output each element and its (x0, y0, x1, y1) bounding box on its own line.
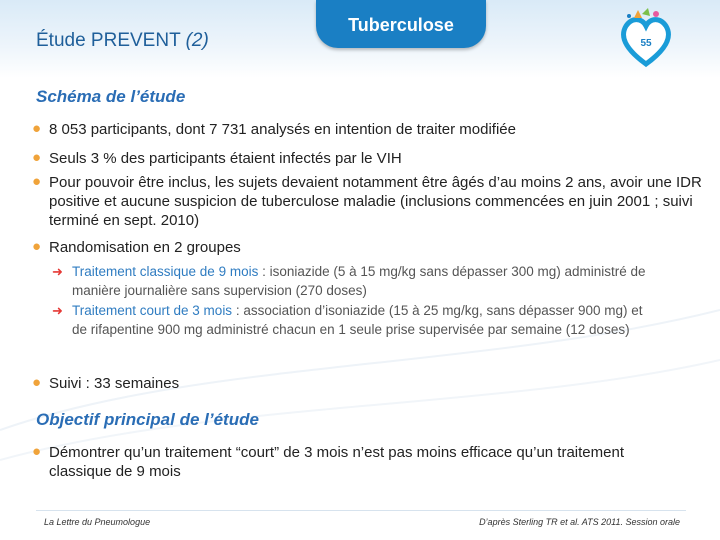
bullet-dot-icon: ● (32, 149, 42, 166)
topic-tab-label: Tuberculose (348, 15, 454, 35)
slide-title: Étude PREVENT (2) (36, 30, 209, 51)
group-short-label: Traitement court de 3 mois (72, 303, 233, 318)
heart-logo-icon (614, 8, 678, 72)
bullet-inclusion: ● Pour pouvoir être inclus, les sujets devaient notamment être âgés d’au moins 2 ans, avoir une IDR positive et aucune suspicion de tuberculose maladie (inclusions commencées en juin 2001 ; suivi terminé en sept. 2010) (32, 173, 702, 229)
footer-source: D’après Sterling TR et al. ATS 2011. Session orale (479, 517, 680, 527)
group-classic (52, 262, 694, 300)
footer-journal: La Lettre du Pneumologue (44, 517, 151, 527)
bullet-dot-icon: ● (32, 443, 42, 460)
schema-heading: Schéma de l’étude (36, 87, 186, 106)
footer-divider (36, 510, 686, 511)
arrow-right-icon: ➜ (52, 303, 63, 318)
bullet-participants: ● 8 053 participants, dont 7 731 analysés en intention de traiter modifiée (32, 120, 516, 138)
bullet-dot-icon: ● (32, 173, 42, 190)
group-short (52, 301, 652, 339)
bullet-followup: ● Suivi : 33 semaines (32, 374, 180, 392)
bullet-dot-icon: ● (32, 120, 42, 137)
bullet-dot-icon: ● (32, 238, 42, 255)
objective-heading: Objectif principal de l’étude (36, 410, 259, 429)
group-short-detail: : association d’isoniazide (15 à 25 mg/kg, sans dépasser 900 mg) et de rifapentine 900 mg administré chacun en 1 seule prise supervisée par semaine (12 doses) (72, 303, 643, 337)
group-classic-label: Traitement classique de 9 mois (72, 264, 259, 279)
bullet-randomisation: ● Randomisation en 2 groupes (32, 238, 241, 256)
bullet-vih: ● Seuls 3 % des participants étaient infectés par le VIH (32, 149, 402, 167)
group-classic-detail: : isoniazide (5 à 15 mg/kg sans dépasser 300 mg) administré de manière journalière sans supervision (270 doses) (72, 264, 646, 298)
bullet-dot-icon: ● (32, 374, 42, 391)
logo-number: 55 (640, 38, 652, 49)
topic-tab (316, 0, 486, 48)
slide-title-sub: (2) (185, 30, 209, 51)
bullet-objective: ● Démontrer qu’un traitement “court” de 3 mois n’est pas moins efficace qu’un traitement classique de 9 mois (32, 443, 624, 480)
arrow-right-icon: ➜ (52, 264, 63, 279)
